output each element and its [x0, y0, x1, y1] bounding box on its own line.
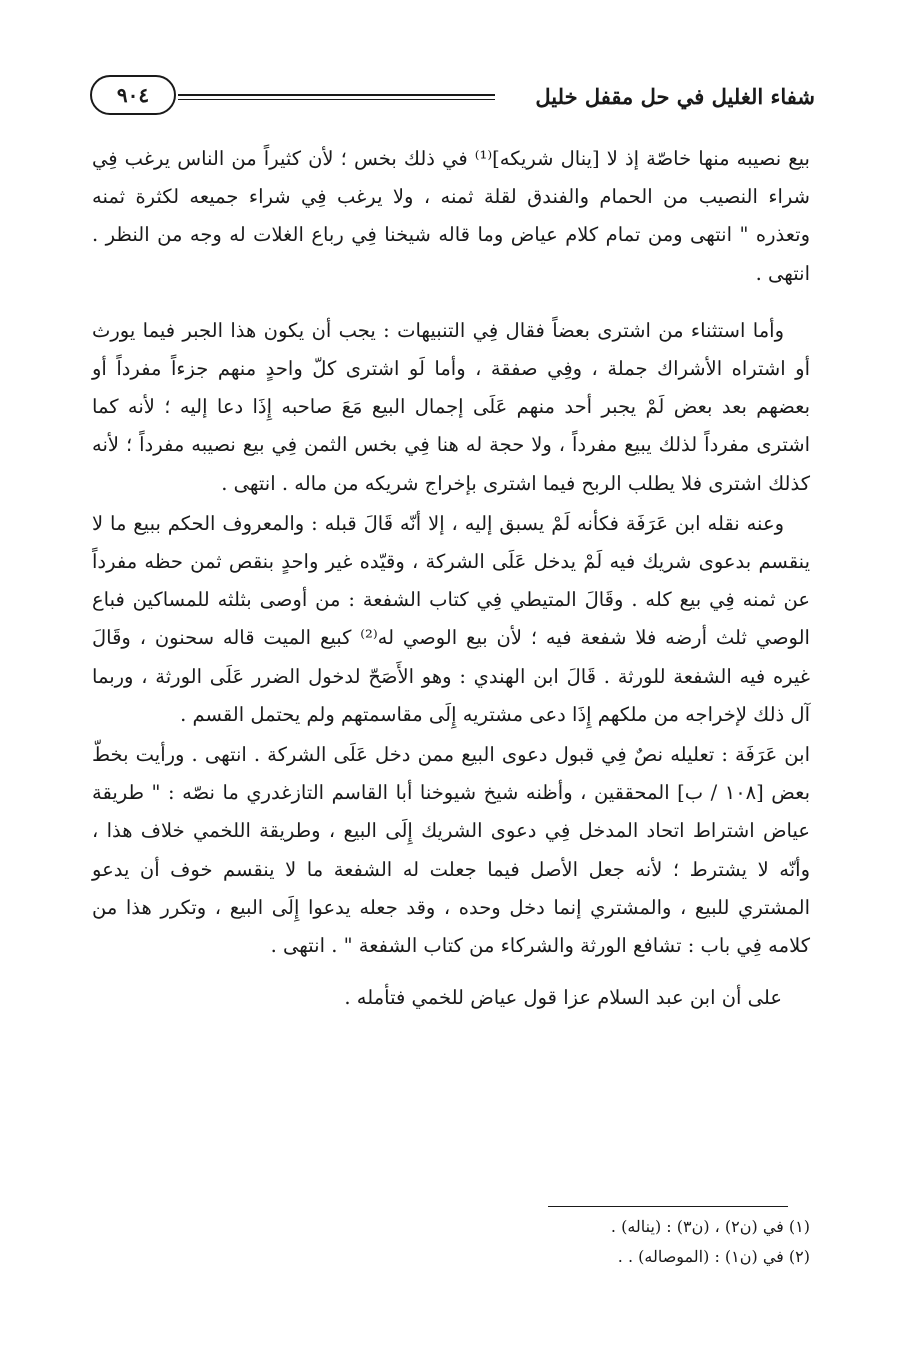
footnote-separator [548, 1206, 788, 1207]
book-title: شفاء الغليل في حل مقفل خليل [535, 84, 815, 109]
main-text [92, 140, 810, 1017]
footnote-1: (١) في (ن٢) ، (ن٣) : (يناله) . [610, 1217, 810, 1236]
paragraph-3: وعنه نقله ابن عَرَفَة فكأنه لَمْ يسبق إليه ، إلا أنّه قَالَ قبله : والمعروف الحكم ببيع ما لا ينقسم بدعوى شريك فيه لَمْ يدخل عَلَى الشركة ، وقيّده غير واحدٍ بنقص ثمن حظه مفرداً عن ثمنه فِي بيع كله . وقَالَ المتيطي فِي كتاب الشفعة : من أوصى بثلثه للمساكين فباع الوصي ثلث أرضه فلا شفعة فيه ؛ لأن بيع الوصي له⁽²⁾ كبيع الميت قاله سحنون ، وقَالَ غيره فيه الشفعة للورثة . قَالَ ابن الهندي : وهو الأَصَحّ لدخول الضرر عَلَى الورثة ، وربما آل ذلك لإخراجه من ملكهم إِذَا دعى مشتريه إِلَى مقاسمتهم ولم يحتمل القسم . [92, 511, 810, 726]
footnotes [92, 1212, 810, 1272]
paragraph-1: بيع نصيبه منها خاصّة إذ لا [ينال شريكه]⁽¹⁾ في ذلك بخس ؛ لأن كثيراً من الناس يرغب فِي شراء النصيب من الحمام والفندق لقلة ثمنه ، ولا يرغب فِي شراء جميعه لكثرة ثمنه وتعذره " انتهى ومن تمام كلام عياض وما قاله شيخنا فِي رباع الغلات له وجه من النظر . انتهى . [92, 147, 810, 285]
paragraph-5: على أن ابن عبد السلام عزا قول عياض للخمي فتأمله . [344, 986, 782, 1010]
header-rule [178, 94, 495, 96]
paragraph-4: ابن عَرَفَة : تعليله نصٌ فِي قبول دعوى البيع ممن دخل عَلَى الشركة . انتهى . ورأيت بخطّ بعض [١٠٨ / ب] المحققين ، وأظنه شيخ شيوخنا أبا القاسم التازغدري ما نصّه : " طريقة عياض اشتراط اتحاد المدخل فِي دعوى الشريك إِلَى البيع ، وطريقة اللخمي خلاف هذا ، وأنّه لا يشترط ؛ لأنه جعل الأصل فيما جعلت له الشفعة ما لا ينقسم خوف أن يدعو المشتري للبيع ، والمشتري إنما دخل وحده ، وقد جعله يدعوا إِلَى البيع ، وتكرر هذا من كلامه فِي باب : تشافع الورثة والشركاء من كتاب الشفعة " . انتهى . [92, 743, 811, 958]
page-number: ٩٠٤ [90, 75, 176, 115]
footnote-2: (٢) في (ن١) : (الموصاله) . . [617, 1247, 810, 1266]
running-header [90, 80, 815, 120]
paragraph-2: وأما استثناء من اشترى بعضاً فقال فِي التنبيهات : يجب أن يكون هذا الجبر فيما يورث أو اشتراه الأشراك جملة ، وفِي صفقة ، وأما لَو اشترى كلّ واحدٍ منهم جزءاً مفرداً أو بعضهم بعد بعض لَمْ يجبر أحد منهم عَلَى إجمال البيع مَعَ صاحبه إِذَا دعا إليه ؛ لأنه كما اشترى مفرداً لذلك يبيع مفرداً ، ولا حجة له هنا فِي بخس الثمن فِي بيع نصيبه مفرداً ؛ لأنه كذلك اشترى فلا يطلب الربح فيما اشترى بإخراج شريكه من ماله . انتهى . [92, 318, 810, 495]
